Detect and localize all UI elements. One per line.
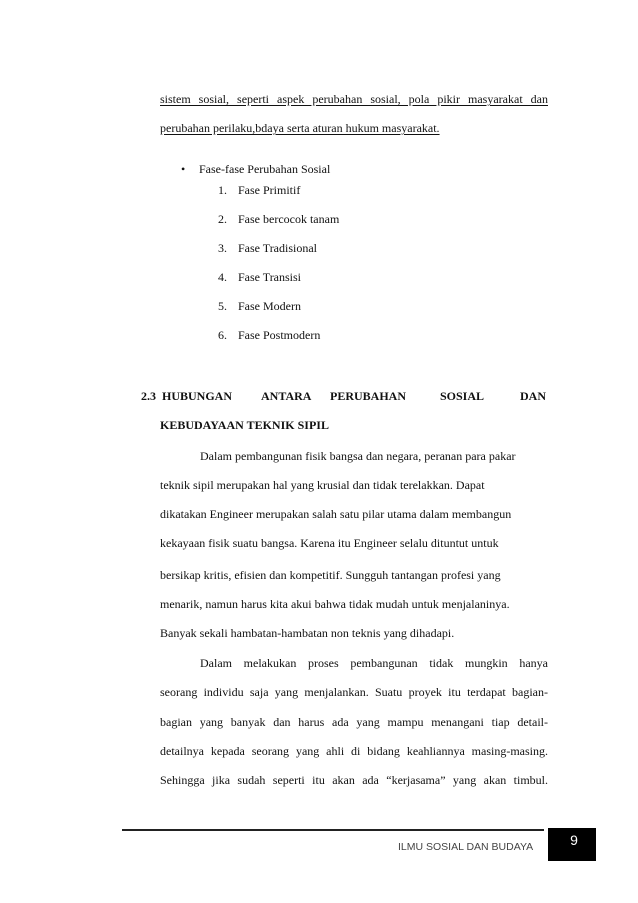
list-item [218, 298, 301, 314]
section-number: 2.3 [141, 389, 156, 403]
list-item-label: Fase bercocok tanam [238, 212, 340, 226]
paragraph-line: Dalam pembangunan fisik bangsa dan negara, peranan para pakar [200, 449, 516, 463]
paragraph-line: bagian yang banyak dan harus ada yang mampu menangani tiap detail- [160, 715, 548, 729]
list-item-number: 4. [218, 270, 227, 284]
bullet-icon: • [181, 162, 186, 176]
list-item [218, 240, 317, 256]
list-item-number: 6. [218, 328, 227, 342]
list-item-number: 5. [218, 299, 227, 313]
list-item-number: 2. [218, 212, 227, 226]
bullet-label: Fase-fase Perubahan Sosial [199, 162, 331, 176]
section-title-word: HUBUNGAN [162, 389, 233, 403]
list-item [218, 269, 301, 285]
page-number-box [548, 828, 596, 861]
footer-title: ILMU SOSIAL DAN BUDAYA [398, 841, 534, 853]
paragraph-line: menarik, namun harus kita akui bahwa tidak mudah untuk menjalaninya. [160, 597, 510, 611]
section-title-word: DAN [520, 389, 546, 403]
paragraph-line: Sehingga jika sudah seperti itu akan ada “kerjasama” yang akan timbul. [160, 773, 548, 787]
list-item [218, 211, 339, 227]
paragraph-line: kekayaan fisik suatu bangsa. Karena itu Engineer selalu dituntut untuk [160, 536, 499, 550]
page-number: 9 [570, 832, 578, 848]
list-item-label: Fase Primitif [238, 183, 301, 197]
paragraph-line: teknik sipil merupakan hal yang krusial dan tidak terelakkan. Dapat [160, 478, 485, 492]
list-item-label: Fase Postmodern [238, 328, 321, 342]
paragraph-line: Dalam melakukan proses pembangunan tidak mungkin hanya [200, 656, 548, 670]
section-title-word: ANTARA [261, 389, 312, 403]
section-title-line-2: KEBUDAYAAN TEKNIK SIPIL [160, 418, 329, 432]
list-item [218, 327, 320, 343]
list-item-label: Fase Modern [238, 299, 301, 313]
paragraph-line: bersikap kritis, efisien dan kompetitif. Sungguh tantangan profesi yang [160, 568, 501, 582]
section-title-word: PERUBAHAN [330, 389, 407, 403]
paragraph-line: seorang individu saja yang menjalankan. Suatu proyek itu terdapat bagian- [160, 685, 548, 699]
list-item-number: 1. [218, 183, 227, 197]
section-title-word: SOSIAL [440, 389, 485, 403]
intro-line-2: perubahan perilaku,bdaya serta aturan hukum masyarakat. [160, 121, 440, 135]
list-item-label: Fase Transisi [238, 270, 302, 284]
list-item-label: Fase Tradisional [238, 241, 318, 255]
paragraph-line: Banyak sekali hambatan-hambatan non teknis yang dihadapi. [160, 626, 455, 640]
intro-line-1: sistem sosial, seperti aspek perubahan sosial, pola pikir masyarakat dan [160, 92, 548, 106]
list-item-number: 3. [218, 241, 227, 255]
paragraph-line: dikatakan Engineer merupakan salah satu pilar utama dalam membangun [160, 507, 512, 521]
list-item [218, 182, 300, 198]
footer-divider [122, 829, 544, 831]
paragraph-line: detailnya kepada seorang yang ahli di bidang keahliannya masing-masing. [160, 744, 548, 758]
